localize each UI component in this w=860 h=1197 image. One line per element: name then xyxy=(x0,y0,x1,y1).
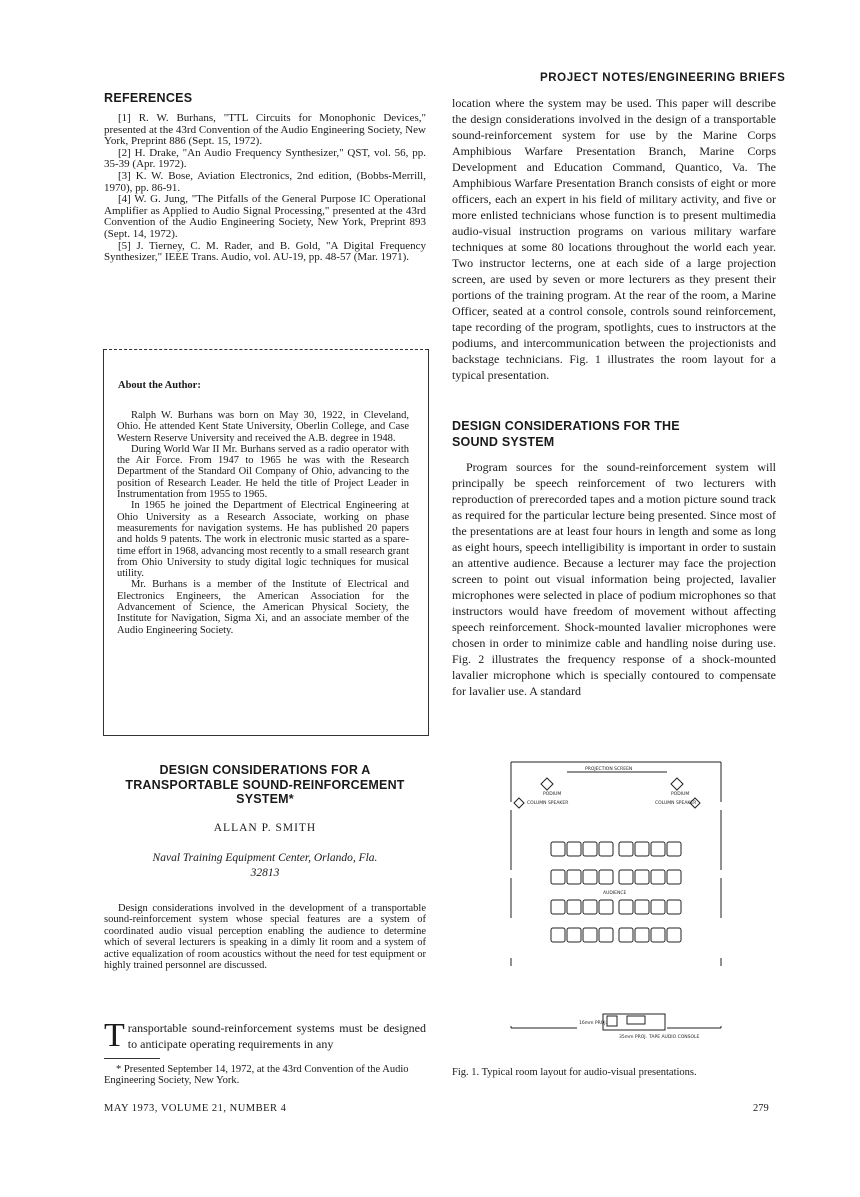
bio-paragraph: In 1965 he joined the Department of Electrical Engineering at Ohio University as a Research Associate, working on phase measurements for navigation systems. He has published 20 papers and holds 9 patents. The work in electronic music started as a spare-time effort in 1968, advancing most recently to a small research grant from Ohio University to study digital logic techniques for musical utility. xyxy=(117,500,409,580)
console-rack xyxy=(627,1016,645,1024)
bio-paragraph: Ralph W. Burhans was born on May 30, 1922, in Cleveland, Ohio. He attended Kent State University, Oberlin College, and Case Western Reserve University and received the A.B. degree in 1948. xyxy=(117,410,409,444)
article-affiliation xyxy=(104,851,426,881)
label-speaker-right: COLUMN SPEAKER xyxy=(655,801,697,806)
references-heading: REFERENCES xyxy=(104,91,193,105)
article-title: DESIGN CONSIDERATIONS FOR A TRANSPORTABLE SOUND-REINFORCEMENT SYSTEM* xyxy=(125,763,405,806)
reference-item: [3] K. W. Bose, Aviation Electronics, 2nd edition, (Bobbs-Merrill, 1970), pp. 86-91. xyxy=(104,169,426,194)
body-paragraph-2 xyxy=(452,459,776,699)
bio-paragraph: During World War II Mr. Burhans served as a radio operator with the Air Force. From 1947 to 1965 he was with the Research Department of the Standard Oil Company of Ohio, advancing to the position of Research Leader. He held the title of Project Leader in Instrumentation from 1955 to 1965. xyxy=(117,443,409,501)
label-podium-left: PODIUM xyxy=(543,792,562,797)
affiliation-line: Naval Training Equipment Center, Orlando, Fla. xyxy=(152,852,378,864)
journal-footer: MAY 1973, VOLUME 21, NUMBER 4 xyxy=(104,1103,287,1114)
section-heading xyxy=(452,418,680,450)
reference-item: [1] R. W. Burhans, "TTL Circuits for Monophonic Devices," presented at the 43rd Convention of the Audio Engineering Society, New York, Preprint 886 (Sept. 15, 1972). xyxy=(104,112,426,148)
article-author: ALLAN P. SMITH xyxy=(213,822,317,834)
room-layout-figure xyxy=(507,758,725,1048)
abstract xyxy=(104,903,426,971)
references-list xyxy=(104,113,426,264)
abstract-text: Design considerations involved in the development of a transportable sound-reinforcement system whose special features are a system of coordinated audio visual perception enabling the audience to determine which of several lecturers is speaking in a dimly lit room and a system of active equalization of room acoustics without the need for test equipment or highly trained personnel are discussed. xyxy=(104,903,426,972)
section-heading-line: SOUND SYSTEM xyxy=(452,435,555,449)
projector-box xyxy=(607,1016,617,1026)
label-speaker-left: COLUMN SPEAKER xyxy=(527,801,569,806)
speaker-left-icon xyxy=(514,798,524,808)
label-rack: 35mm PROJ. xyxy=(619,1035,648,1040)
drop-cap: T xyxy=(104,1017,125,1054)
footnote: * Presented September 14, 1972, at the 43rd Convention of the Audio Engineering Society, New York. xyxy=(104,1064,409,1086)
intro-paragraph xyxy=(104,1017,426,1054)
paragraph-text: Program sources for the sound-reinforcement system will principally be speech reinforcement of two lecturers with reproduction of prerecorded tapes and a motion picture sound track as required for the particular lecture being presented. Since most of the presentations are at least four hours in length and some as long as eight hours, speech intelligibility is important in order to sustain an attentive audience. Because a lecturer may face the projection screen to point out visual information being projected, lavalier microphones were selected in place of podium microphones so that instructors would have freedom of movement without affecting speech reinforcement. Shock-mounted lavalier microphones were chosen in order to minimize cable and handling noise during use. Fig. 2 illustrates the frequency response of a shock-mounted lavalier microphone which is specially contoured to compensate for lavalier use. A standard xyxy=(452,460,776,698)
section-heading-line: DESIGN CONSIDERATIONS FOR THE xyxy=(452,419,680,433)
page-number: 279 xyxy=(753,1103,769,1114)
affiliation-zip: 32813 xyxy=(250,867,280,879)
author-bio xyxy=(117,410,409,636)
footnote-rule xyxy=(104,1058,160,1059)
label-console: TAPE AUDIO CONSOLE xyxy=(649,1035,700,1040)
podium-left-icon xyxy=(541,778,553,790)
body-paragraph-1 xyxy=(452,95,776,383)
podium-right-icon xyxy=(671,778,683,790)
paragraph-text: location where the system may be used. This paper will describe the design considerations involved in the design of a transportable sound-reinforcement system for use by the Marine Corps Amphibious Warfare Presentation Branch, Marine Corps Development and Education Command, Quantico, Va. The Amphibious Warfare Presentation Branch consists of eight or more officers, each an expert in his field of military activity, and five or more enlisted technicians whose function is to present multimedia audio-visual instruction programs on various military warfare techniques at some 80 locations throughout the world each year. Two instructor lecterns, one at each side of a large projection screen, are used by seven or more lecturers as they present their portions of the training program. At the rear of the room, a Marine Officer, seated at a control console, controls sound reinforcement, tape recording of the program, spotlights, cues to instructors at the podiums, and intercommunication between the projectionists and backstage technicians. Fig. 1 illustrates the room layout for a typical presentation. xyxy=(452,96,776,382)
label-screen: PROJECTION SCREEN xyxy=(585,767,633,772)
figure-caption: Fig. 1. Typical room layout for audio-visual presentations. xyxy=(452,1067,697,1078)
author-box-title: About the Author: xyxy=(118,380,201,391)
label-podium-right: PODIUM xyxy=(671,792,690,797)
bio-paragraph: Mr. Burhans is a member of the Institute of Electrical and Electronics Engineers, the American Association for the Advancement of Science, the American Physical Society, the Institute for Navigation, Sigma Xi, and an associate member of the Audio Engineering Society. xyxy=(117,579,409,636)
intro-text: ransportable sound-reinforcement systems must be designed to anticipate operating requirements in any xyxy=(127,1021,426,1051)
label-proj: 16mm PROJ. xyxy=(579,1021,608,1026)
reference-item: [2] H. Drake, "An Audio Frequency Synthesizer," QST, vol. 56, pp. 35-39 (Apr. 1972). xyxy=(104,146,426,171)
reference-item: [5] J. Tierney, C. M. Rader, and B. Gold, "A Digital Frequency Synthesizer," IEEE Trans. Audio, vol. AU-19, pp. 48-57 (Mar. 1971). xyxy=(104,239,426,264)
running-head: PROJECT NOTES/ENGINEERING BRIEFS xyxy=(540,72,786,84)
label-audience: AUDIENCE xyxy=(603,891,627,896)
reference-item: [4] W. G. Jung, "The Pitfalls of the General Purpose IC Operational Amplifier as Applied to Audio Signal Processing," presented at the 43rd Convention of the Audio Engineering Society, New York, Preprint 893 (Sept. 14, 1972). xyxy=(104,193,426,240)
